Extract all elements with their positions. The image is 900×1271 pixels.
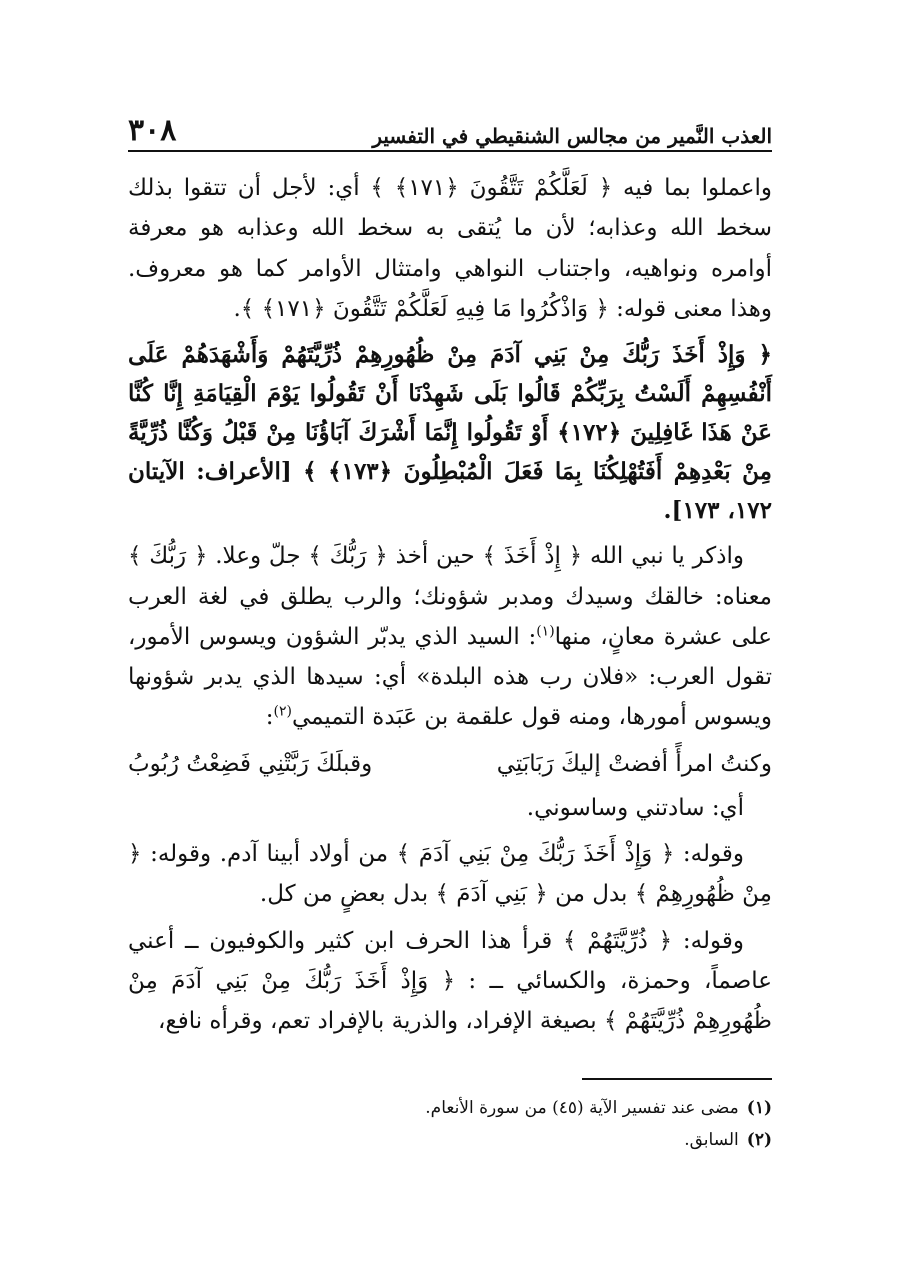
footnote-number: (٢) bbox=[746, 1130, 772, 1151]
footnote-text: السابق. bbox=[684, 1130, 739, 1151]
footnote-text: مضى عند تفسير الآية (٤٥) من سورة الأنعام. bbox=[425, 1098, 739, 1118]
footnotes bbox=[128, 1092, 772, 1157]
quran-verse-block: ﴿ وَإِذْ أَخَذَ رَبُّكَ مِنْ بَنِي آدَمَ مِنْ ظُهُورِهِمْ ذُرِّيَّتَهُمْ وَأَشْهَدَهُمْ عَلَى أَنْفُسِهِمْ أَلَسْتُ بِرَبِّكُمْ قَالُوا بَلَى شَهِدْنَا أَنْ تَقُولُوا يَوْمَ الْقِيَامَةِ إِنَّا كُنَّا عَنْ هَذَا غَافِلِينَ ﴿١٧٢﴾ أَوْ تَقُولُوا إِنَّمَا أَشْرَكَ آبَاؤُنَا مِنْ قَبْلُ وَكُنَّا ذُرِّيَّةً مِنْ بَعْدِهِمْ أَفَتُهْلِكُنَا بِمَا فَعَلَ الْمُبْطِلُونَ ﴿١٧٣﴾ ﴾ [الأعراف: الآيتان ١٧٢، ١٧٣]. bbox=[128, 341, 772, 525]
paragraph-4: وقوله: ﴿ وَإِذْ أَخَذَ رَبُّكَ مِنْ بَنِي آدَمَ ﴾ من أولاد أبينا آدم. وقوله: ﴿ مِنْ ظُهُورِهِمْ ﴾ بدل من ﴿ بَنِي آدَمَ ﴾ بدل بعضٍ من كل. bbox=[128, 841, 772, 908]
footnote-1 bbox=[128, 1092, 772, 1124]
poem-verse bbox=[128, 744, 772, 784]
footnote-ref-2[interactable]: (٢) bbox=[273, 703, 292, 720]
paragraph-5: وقوله: ﴿ ذُرِّيَّتَهُمْ ﴾ قرأ هذا الحرف ابن كثير والكوفيون ــ أعني عاصماً، وحمزة، والكسائي ــ : ﴿ وَإِذْ أَخَذَ رَبُّكَ مِنْ بَنِي آدَمَ مِنْ ظُهُورِهِمْ ذُرِّيَّتَهُمْ ﴾ بصيغة الإفراد، والذرية بالإفراد تعم، وقرأه نافع، bbox=[128, 927, 772, 1035]
paragraph-3: أي: سادتني وساسوني. bbox=[526, 794, 744, 821]
page-header bbox=[128, 108, 772, 152]
paragraph-2 bbox=[128, 536, 772, 737]
footnote-ref-1[interactable]: (١) bbox=[536, 623, 555, 640]
running-title: العذب النَّمير من مجالس الشنقيطي في التفسير bbox=[372, 124, 772, 148]
paragraph-2-text: واذكر يا نبي الله ﴿ إِذْ أَخَذَ ﴾ حين أخذ ﴿ رَبُّكَ ﴾ جلّ وعلا. ﴿ رَبُّكَ ﴾ معناه: خالقك وسيدك ومدبر شؤونك؛ والرب يطلق في لغة العرب على عشرة معانٍ، منها bbox=[128, 543, 772, 650]
poem-hemistich-right: وكنتُ امرأً أفضتْ إليكَ رَبَابَتِي bbox=[496, 750, 772, 777]
footnote-divider bbox=[582, 1078, 772, 1080]
paragraph-2-end: : bbox=[265, 704, 274, 731]
poem-hemistich-left: وقبلَكَ رَبَّتْنِي فَضِعْتُ رُبُوبُ bbox=[128, 750, 373, 777]
paragraph-2-text-cont: : السيد الذي يدبّر الشؤون ويسوس الأمور، تقول العرب: «فلان رب هذه البلدة» أي: سيدها الذي يدبر شؤونها ويسوس أمورها، ومنه قول علقمة بن عَبَدة التميمي bbox=[128, 623, 772, 731]
footnote-2 bbox=[128, 1124, 772, 1156]
paragraph-1: واعملوا بما فيه ﴿ لَعَلَّكُمْ تَتَّقُونَ ﴿١٧١﴾ ﴾ أي: لأجل أن تتقوا بذلك سخط الله وعذابه؛ لأن ما يُتقى به سخط الله وعذابه هو معرفة أوامره ونواهيه، واجتناب النواهي وامتثال الأوامر كما هو معروف. وهذا معنى قوله: ﴿ وَاذْكُرُوا مَا فِيهِ لَعَلَّكُمْ تَتَّقُونَ ﴿١٧١﴾ ﴾. bbox=[128, 175, 773, 322]
page-number: ٣٠٨ bbox=[128, 113, 177, 148]
footnote-number: (١) bbox=[746, 1098, 772, 1118]
main-text bbox=[128, 168, 772, 1047]
